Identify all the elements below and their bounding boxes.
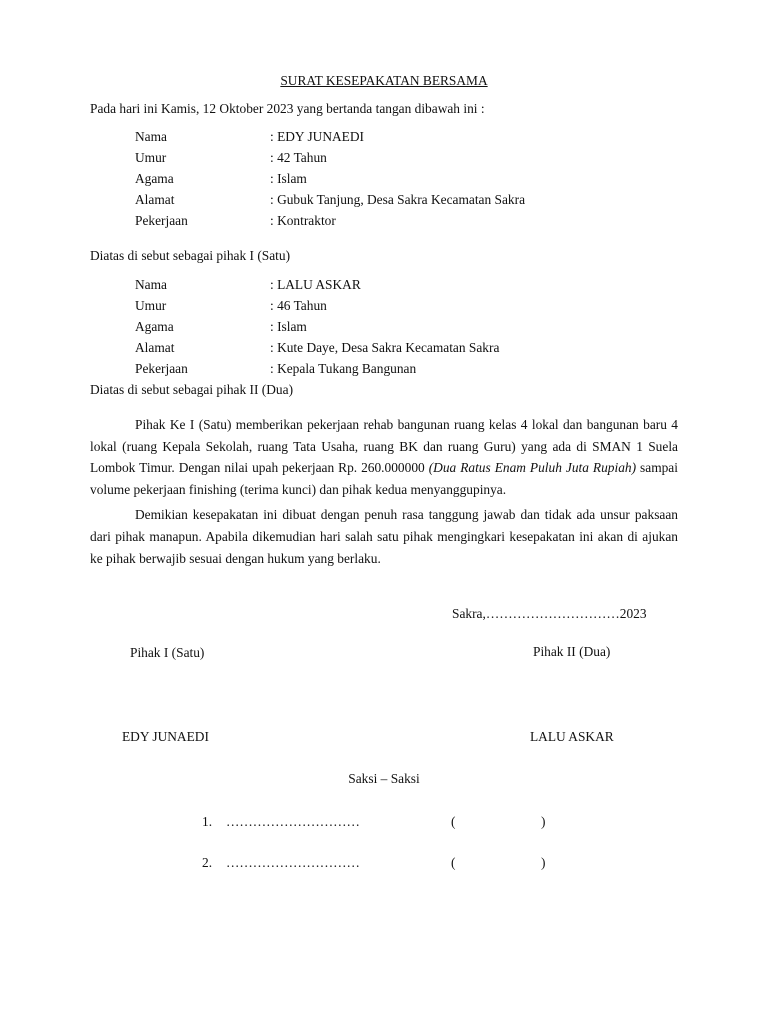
document-title: SURAT KESEPAKATAN BERSAMA — [280, 73, 488, 88]
party2-job-label: Pekerjaan — [135, 361, 188, 376]
party2-age-value: : 46 Tahun — [270, 298, 327, 313]
party1-address-value: : Gubuk Tanjung, Desa Sakra Kecamatan Sakra — [270, 192, 526, 207]
place-date: Sakra,…………………………2023 — [452, 606, 647, 621]
witness-number: 2. — [202, 855, 213, 870]
witness-open-paren: ( — [451, 814, 456, 829]
party2-religion-value: : Islam — [270, 319, 307, 334]
party2-age-label: Umur — [135, 298, 167, 313]
party2-address-value: : Kute Daye, Desa Sakra Kecamatan Sakra — [270, 340, 500, 355]
party1-name-value: : EDY JUNAEDI — [270, 129, 364, 144]
party2-sign-label: Pihak II (Dua) — [533, 644, 611, 659]
witness-name-line: ………………………… — [226, 814, 360, 829]
party1-sign-label: Pihak I (Satu) — [130, 645, 205, 660]
party1-religion-value: : Islam — [270, 171, 307, 186]
party2-note: Diatas di sebut sebagai pihak II (Dua) — [90, 382, 294, 397]
party1-age-label: Umur — [135, 150, 167, 165]
witness-close-paren: ) — [541, 855, 546, 870]
party1-religion-label: Agama — [135, 171, 174, 186]
party2-address-label: Alamat — [135, 340, 175, 355]
party1-address-label: Alamat — [135, 192, 175, 207]
paragraph-1-end: sampai volume pekerjaan finishing (terima kunci) dan pihak kedua menyanggupinya. — [90, 460, 678, 497]
intro-line: Pada hari ini Kamis, 12 Oktober 2023 yang bertanda tangan dibawah ini : — [90, 101, 485, 116]
paragraph-1-text: Pihak Ke I (Satu) memberikan pekerjaan rehab bangunan ruang kelas 4 lokal dan bangunan baru 4 lokal (ruang Kepala Sekolah, ruang Tata Usaha, ruang BK dan ruang Guru) yang ada di SMAN 1 Suela Lombok Timur. Dengan nilai upah pekerjaan Rp. 260.000000 — [90, 417, 678, 476]
witness-open-paren: ( — [451, 855, 456, 870]
party2-sign-name: LALU ASKAR — [530, 729, 614, 744]
party1-name-label: Nama — [135, 129, 167, 144]
party2-name-label: Nama — [135, 277, 167, 292]
party1-sign-name: EDY JUNAEDI — [122, 729, 209, 744]
party1-job-value: : Kontraktor — [270, 213, 336, 228]
witnesses-heading: Saksi – Saksi — [348, 771, 420, 786]
agreement-paragraph-1 — [90, 414, 678, 500]
witness-name-line: ………………………… — [226, 855, 360, 870]
party2-name-value: : LALU ASKAR — [270, 277, 361, 292]
party1-note: Diatas di sebut sebagai pihak I (Satu) — [90, 248, 291, 263]
witness-number: 1. — [202, 814, 213, 829]
agreement-body — [90, 414, 678, 569]
party1-job-label: Pekerjaan — [135, 213, 188, 228]
agreement-paragraph-2: Demikian kesepakatan ini dibuat dengan penuh rasa tanggung jawab dan tidak ada unsur paksaan dari pihak manapun. Apabila dikemudian hari salah satu pihak mengingkari kesepakatan ini akan di ajukan ke pihak berwajib sesuai dengan hukum yang berlaku. — [90, 507, 678, 566]
witness-close-paren: ) — [541, 814, 546, 829]
party1-age-value: : 42 Tahun — [270, 150, 327, 165]
party2-job-value: : Kepala Tukang Bangunan — [270, 361, 417, 376]
amount-in-words: (Dua Ratus Enam Puluh Juta Rupiah) — [428, 460, 637, 476]
party2-religion-label: Agama — [135, 319, 174, 334]
